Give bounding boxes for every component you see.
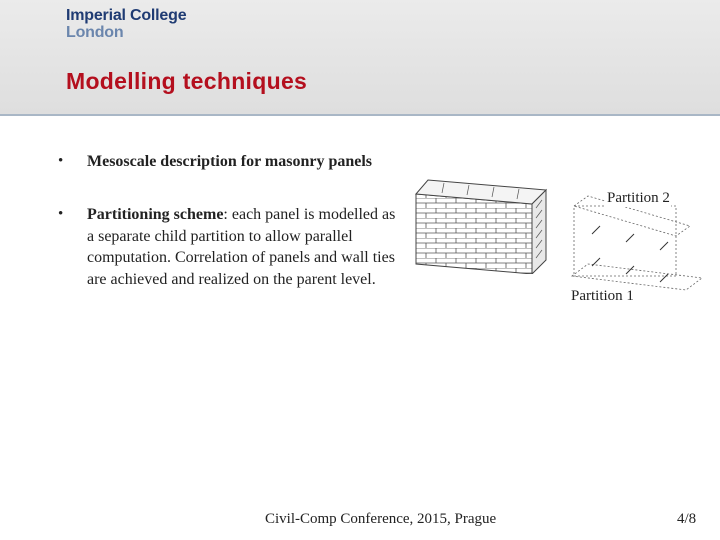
bullet-text-1: Mesoscale description for masonry panels [87, 153, 373, 170]
bullet-marker-1: • [58, 153, 64, 169]
partition-1-label: Partition 1 [571, 288, 634, 304]
page-number: 4/8 [677, 511, 697, 527]
logo-line-2: London [66, 24, 124, 41]
masonry-wall-icon [414, 178, 554, 274]
partition-2-label: Partition 2 [607, 190, 670, 206]
bullet-body: : each panel is modelled as a separate child partition to allow parallel computation. Correlation of panels and wall ties are achieved and realized on the parent level. [87, 206, 396, 288]
bullet-text-2 [87, 204, 397, 290]
slide-title: Modelling techniques [66, 68, 308, 94]
footer-conference: Civil-Comp Conference, 2015, Prague [265, 511, 497, 527]
imperial-college-logo [66, 7, 186, 41]
slide-header [0, 0, 720, 116]
bullet-marker-2: • [58, 206, 64, 222]
bullet-term: Partitioning scheme [87, 206, 224, 223]
logo-line-1: Imperial College [66, 7, 187, 24]
